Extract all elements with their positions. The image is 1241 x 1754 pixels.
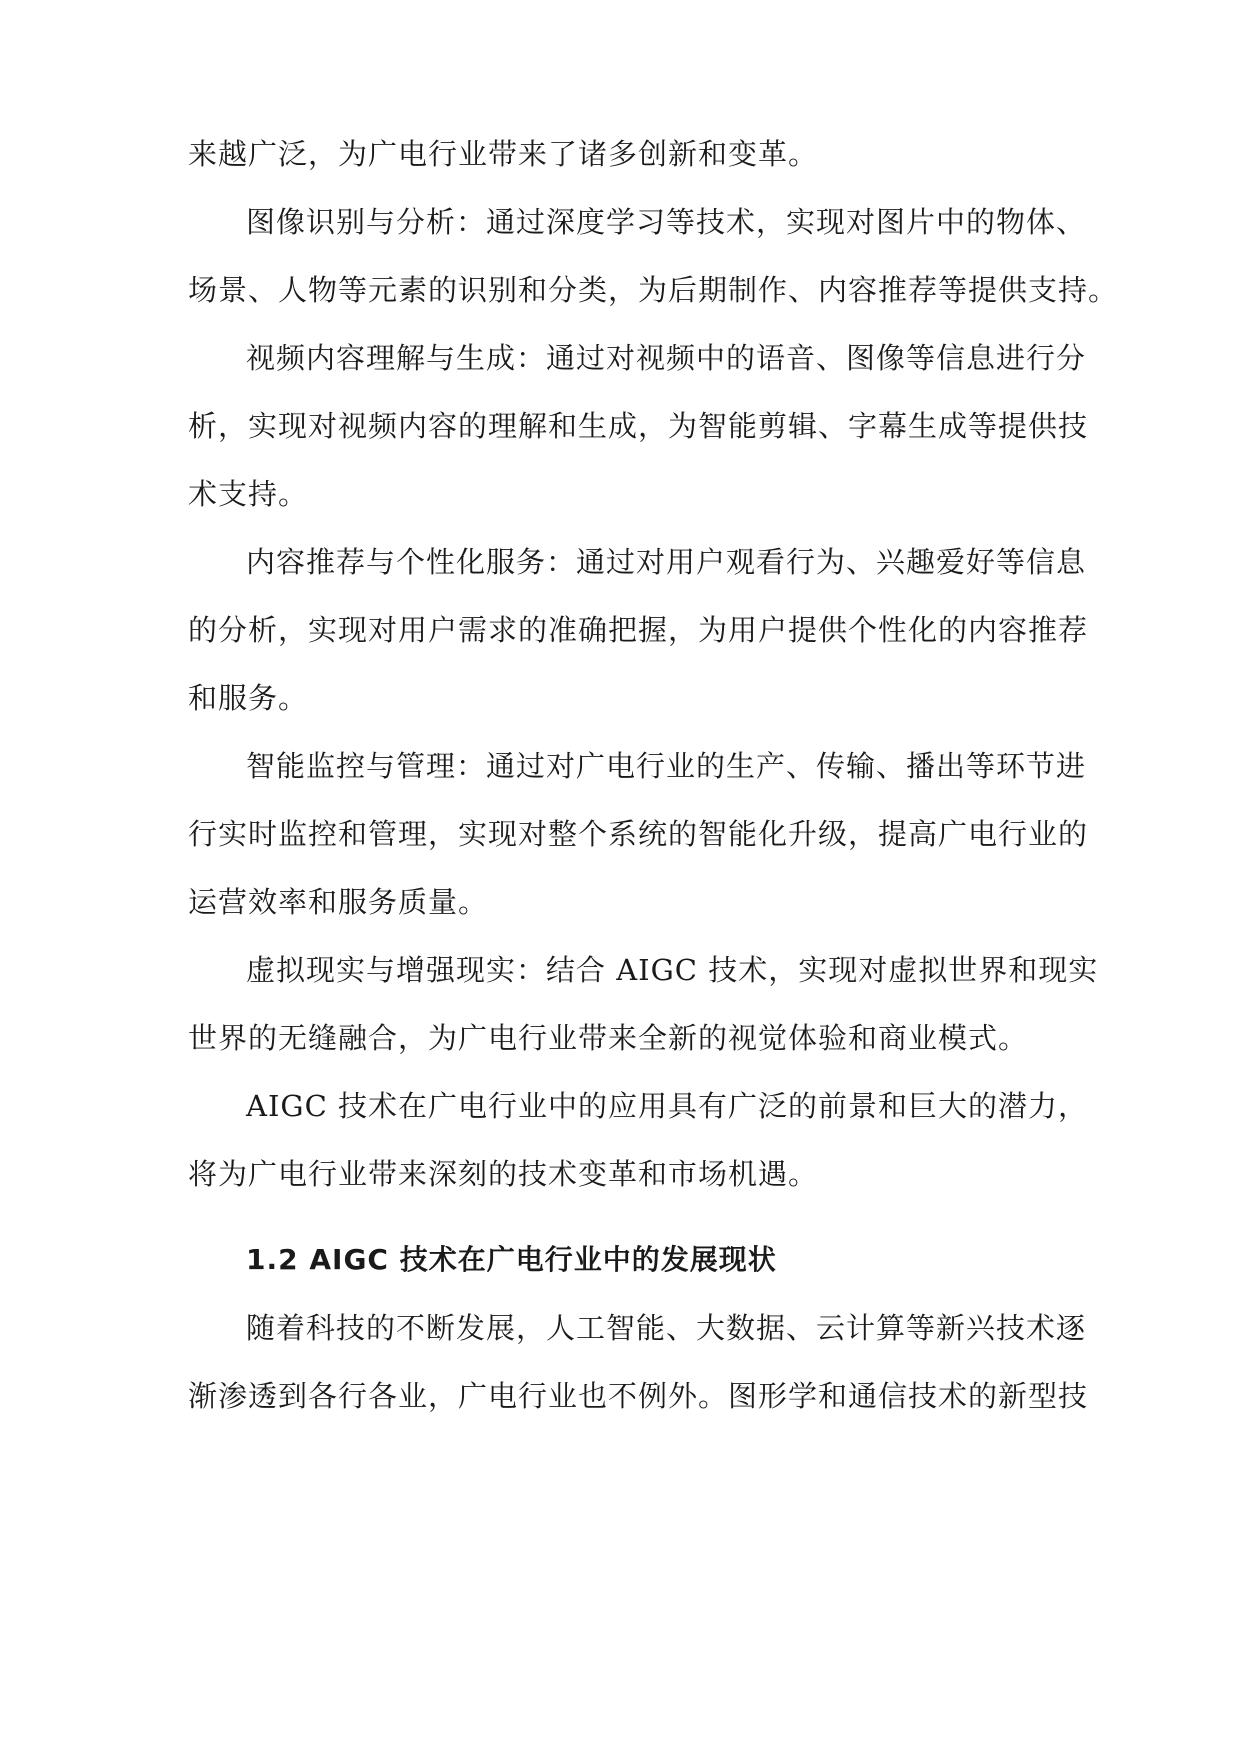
paragraph-line: 将为广电行业带来深刻的技术变革和市场机遇。 <box>188 1157 819 1191</box>
paragraph-line: 运营效率和服务质量。 <box>188 885 489 919</box>
paragraph-line: AIGC 技术在广电行业中的应用具有广泛的前景和巨大的潜力， <box>246 1089 1088 1123</box>
paragraph-line: 视频内容理解与生成：通过对视频中的语音、图像等信息进行分 <box>246 341 1087 375</box>
paragraph-line: 和服务。 <box>188 681 309 715</box>
paragraph-line: 智能监控与管理：通过对广电行业的生产、传输、播出等环节进 <box>246 749 1087 783</box>
paragraph-line: 图像识别与分析：通过深度学习等技术，实现对图片中的物体、 <box>246 205 1087 239</box>
paragraph-line: 虚拟现实与增强现实：结合 AIGC 技术，实现对虚拟世界和现实 <box>246 953 1099 987</box>
paragraph-line: 随着科技的不断发展，人工智能、大数据、云计算等新兴技术逐 <box>246 1311 1087 1345</box>
paragraph-line: 来越广泛，为广电行业带来了诸多创新和变革。 <box>188 137 819 171</box>
paragraph-line: 析，实现对视频内容的理解和生成，为智能剪辑、字幕生成等提供技 <box>188 409 1089 443</box>
paragraph-line: 渐渗透到各行各业，广电行业也不例外。图形学和通信技术的新型技 <box>188 1379 1089 1413</box>
paragraph-line: 场景、人物等元素的识别和分类，为后期制作、内容推荐等提供支持。 <box>188 273 1119 307</box>
paragraph-line: 行实时监控和管理，实现对整个系统的智能化升级，提高广电行业的 <box>188 817 1089 851</box>
paragraph-line: 的分析，实现对用户需求的准确把握，为用户提供个性化的内容推荐 <box>188 613 1089 647</box>
paragraph-line: 术支持。 <box>188 477 309 511</box>
paragraph-line: 世界的无缝融合，为广电行业带来全新的视觉体验和商业模式。 <box>188 1021 1029 1055</box>
paragraph-line: 内容推荐与个性化服务：通过对用户观看行为、兴趣爱好等信息 <box>246 545 1087 579</box>
section-heading: 1.2 AIGC 技术在广电行业中的发展现状 <box>246 1243 777 1276</box>
